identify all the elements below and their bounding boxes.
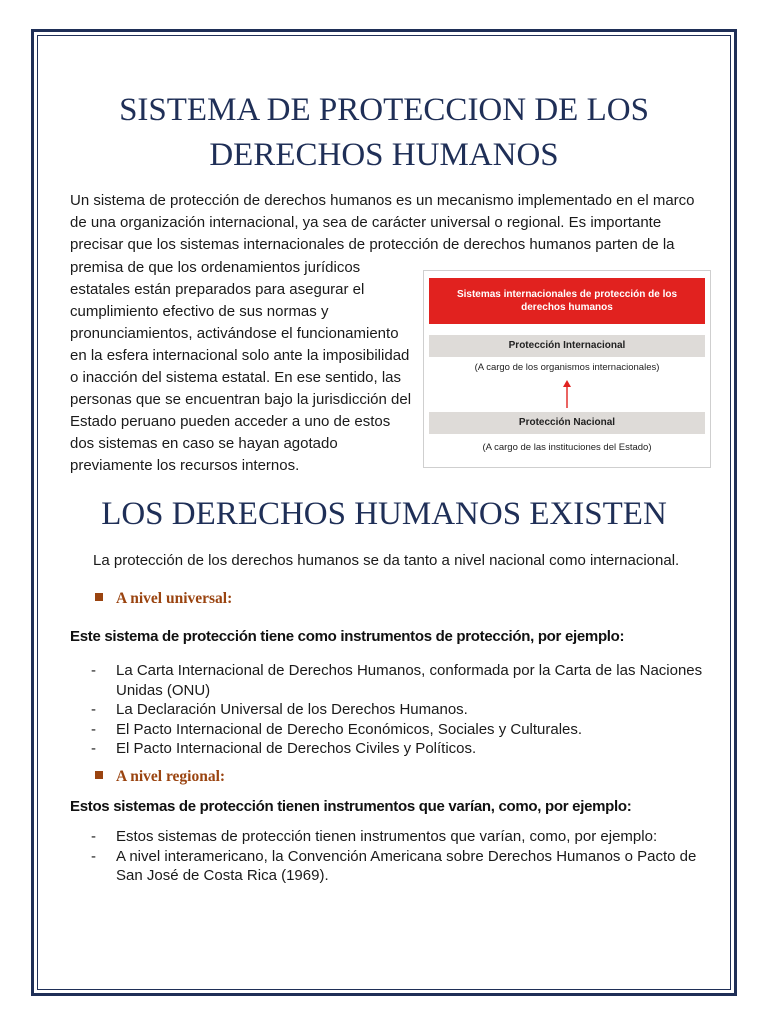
regional-instruments-list [70,827,710,886]
universal-instruments-list [70,661,710,759]
dash-marker: - [91,701,96,718]
dash-marker: - [91,720,96,738]
list-item-text: Estos sistemas de protección tienen instrumentos que varían, como, por ejemplo: [116,828,658,845]
regional-heading [95,768,225,786]
international-protection-label: Protección Internacional [429,335,705,357]
square-bullet-icon [95,771,103,779]
dash-marker: - [91,740,96,757]
international-protection-note: (A cargo de los organismos internacionales) [474,362,660,373]
protection-systems-diagram [423,270,711,468]
section-lead: La protección de los derechos humanos se da tanto a nivel nacional como internacional. [93,552,680,569]
diagram-header [429,278,705,324]
list-item-text: El Pacto Internacional de Derecho Económicos, Sociales y Culturales. [116,720,583,738]
list-item [70,720,710,740]
list-item [70,847,710,886]
diagram-header-text: Sistemas internacionales de protección de los derechos humanos [456,289,678,313]
list-item [70,661,710,700]
list-item [70,700,710,720]
national-protection-note: (A cargo de las instituciones del Estado) [482,442,652,453]
list-item-text: La Carta Internacional de Derechos Humanos, conformada por la Carta de las Naciones Unidas (ONU) [116,662,703,699]
universal-heading [95,590,232,608]
dash-marker: - [91,662,96,679]
list-item [70,827,710,847]
list-item-text: El Pacto Internacional de Derechos Civiles y Políticos. [116,740,477,757]
dash-marker: - [91,828,96,845]
list-item-text: La Declaración Universal de los Derechos Humanos. [116,701,468,718]
intro-paragraph-continued: premisa de que los ordenamientos jurídicos estatales están preparados para asegurar el cumplimiento efectivo de sus normas y pronunciamientos, activándose el funcionamiento en la esfera internacional solo ante la imposibilidad o inacción del sistema estatal. En ese sentido, las personas que se encuentran bajo la jurisdicción del Estado peruano pueden acceder a uno de estos dos sistemas en caso se hayan agotado previamente los recursos internos. [70,259,412,474]
universal-heading-text: A nivel universal: [116,590,233,607]
intro-paragraph: Un sistema de protección de derechos humanos es un mecanismo implementado en el marco de una organización internacional, ya sea de carácter universal o regional. Es importante precisar que los sistemas internacionales de protección de derechos humanos parten de la [70,192,695,253]
dash-marker: - [91,847,96,865]
list-item-text: A nivel interamericano, la Convención Americana sobre Derechos Humanos o Pacto de San José de Costa Rica (1969). [116,847,697,884]
list-item [70,739,710,759]
section-title: LOS DERECHOS HUMANOS EXISTEN [101,496,667,532]
square-bullet-icon [95,593,103,601]
universal-intro: Este sistema de protección tiene como instrumentos de protección, por ejemplo: [70,628,625,645]
regional-intro: Estos sistemas de protección tienen instrumentos que varían, como, por ejemplo: [70,798,632,815]
regional-heading-text: A nivel regional: [116,768,226,785]
national-protection-label: Protección Nacional [429,412,705,434]
up-arrow-icon [558,379,576,409]
page-title: SISTEMA DE PROTECCION DE LOS DERECHOS HUMANOS [119,92,649,173]
